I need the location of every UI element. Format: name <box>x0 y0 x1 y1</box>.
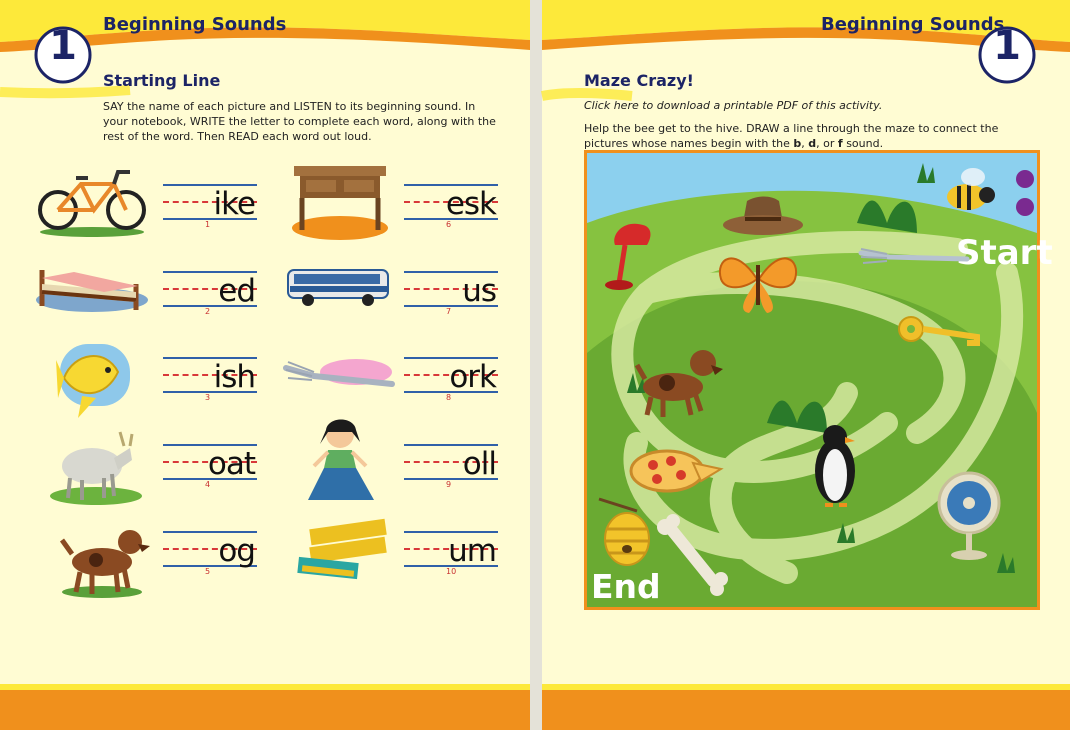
letter-blank[interactable] <box>163 277 203 307</box>
instructions-text: Help the bee get to the hive. DRAW a line through the maze to connect the pictures whose names begin with the <box>584 122 999 150</box>
section-title: Maze Crazy! <box>584 71 694 90</box>
word-line <box>163 271 257 319</box>
chapter-title: Beginning Sounds <box>103 14 287 35</box>
partial-word: us <box>462 273 496 309</box>
bike-picture <box>36 164 148 238</box>
lamp-icon <box>603 205 663 293</box>
beehive-icon <box>597 489 657 567</box>
item-number: 3 <box>205 393 211 402</box>
letter-blank[interactable] <box>163 450 203 480</box>
left-page <box>0 0 530 730</box>
fish-picture <box>52 338 136 420</box>
desk-picture <box>290 160 390 240</box>
chapter-number: 1 <box>993 23 1021 69</box>
goat-picture <box>48 430 148 506</box>
pizza-icon <box>629 445 721 495</box>
footer-band <box>0 684 530 730</box>
maze-start-label: Start <box>956 233 1053 273</box>
fork-picture <box>284 356 396 394</box>
word-line <box>404 531 498 579</box>
maze-end-label: End <box>591 567 661 606</box>
letter-f: f <box>837 137 843 150</box>
flowers-icon <box>1013 167 1037 223</box>
section-title: Starting Line <box>103 71 221 90</box>
maze-instructions <box>584 121 1044 151</box>
item-number: 1 <box>205 220 211 229</box>
separator: , <box>801 137 809 150</box>
pdf-download-link[interactable]: Click here to download a printable PDF of this activity. <box>584 99 883 112</box>
doll-picture <box>306 416 378 510</box>
letter-blank[interactable] <box>404 363 444 393</box>
word-line <box>404 444 498 492</box>
item-number: 9 <box>446 480 452 489</box>
bee-icon <box>937 161 1007 217</box>
item-number: 6 <box>446 220 452 229</box>
letter-blank[interactable] <box>163 363 203 393</box>
item-number: 10 <box>446 567 457 576</box>
maze[interactable] <box>584 150 1053 610</box>
hat-icon <box>721 193 805 239</box>
item-number: 5 <box>205 567 211 576</box>
partial-word: ed <box>218 273 255 309</box>
partial-word: oat <box>207 446 255 482</box>
dog-icon <box>633 341 723 417</box>
item-number: 2 <box>205 307 211 316</box>
word-line <box>163 357 257 405</box>
instructions-end: sound. <box>842 137 884 150</box>
partial-word: um <box>448 533 496 569</box>
fan-icon <box>937 469 1003 561</box>
chapter-number: 1 <box>49 23 77 69</box>
item-number: 8 <box>446 393 452 402</box>
footer-band <box>542 684 1070 730</box>
word-line <box>163 184 257 232</box>
partial-word: ork <box>449 359 496 395</box>
gum-picture <box>296 518 392 584</box>
word-line <box>163 444 257 492</box>
word-line <box>404 184 498 232</box>
letter-d: d <box>808 137 817 150</box>
word-line <box>163 531 257 579</box>
partial-word: ike <box>213 186 255 222</box>
item-number: 4 <box>205 480 211 489</box>
word-line <box>404 357 498 405</box>
letter-blank[interactable] <box>163 537 203 567</box>
letter-blank[interactable] <box>404 450 444 480</box>
right-page <box>542 0 1070 730</box>
instructions: SAY the name of each picture and LISTEN to its beginning sound. In your notebook, WRITE the letter to complete each word, along with the rest of the word. Then READ each word out loud. <box>103 100 496 143</box>
fork-icon <box>859 245 969 267</box>
bone-icon <box>657 517 727 593</box>
page-gutter <box>530 0 542 730</box>
penguin-icon <box>809 423 865 513</box>
item-number: 7 <box>446 307 452 316</box>
chapter-title: Beginning Sounds <box>821 14 1005 35</box>
word-line <box>404 271 498 319</box>
letter-blank[interactable] <box>404 277 444 307</box>
partial-word: esk <box>445 186 496 222</box>
letter-blank[interactable] <box>404 537 444 567</box>
dog-picture <box>56 514 152 598</box>
letter-b: b <box>793 137 802 150</box>
partial-word: oll <box>462 446 496 482</box>
bus-picture <box>286 266 392 308</box>
bed-picture <box>34 262 148 314</box>
partial-word: og <box>218 533 255 569</box>
key-icon <box>897 311 981 349</box>
partial-word: ish <box>213 359 255 395</box>
letter-blank[interactable] <box>163 190 203 220</box>
separator: , or <box>816 137 838 150</box>
letter-blank[interactable] <box>404 190 444 220</box>
butterfly-icon <box>715 245 801 317</box>
